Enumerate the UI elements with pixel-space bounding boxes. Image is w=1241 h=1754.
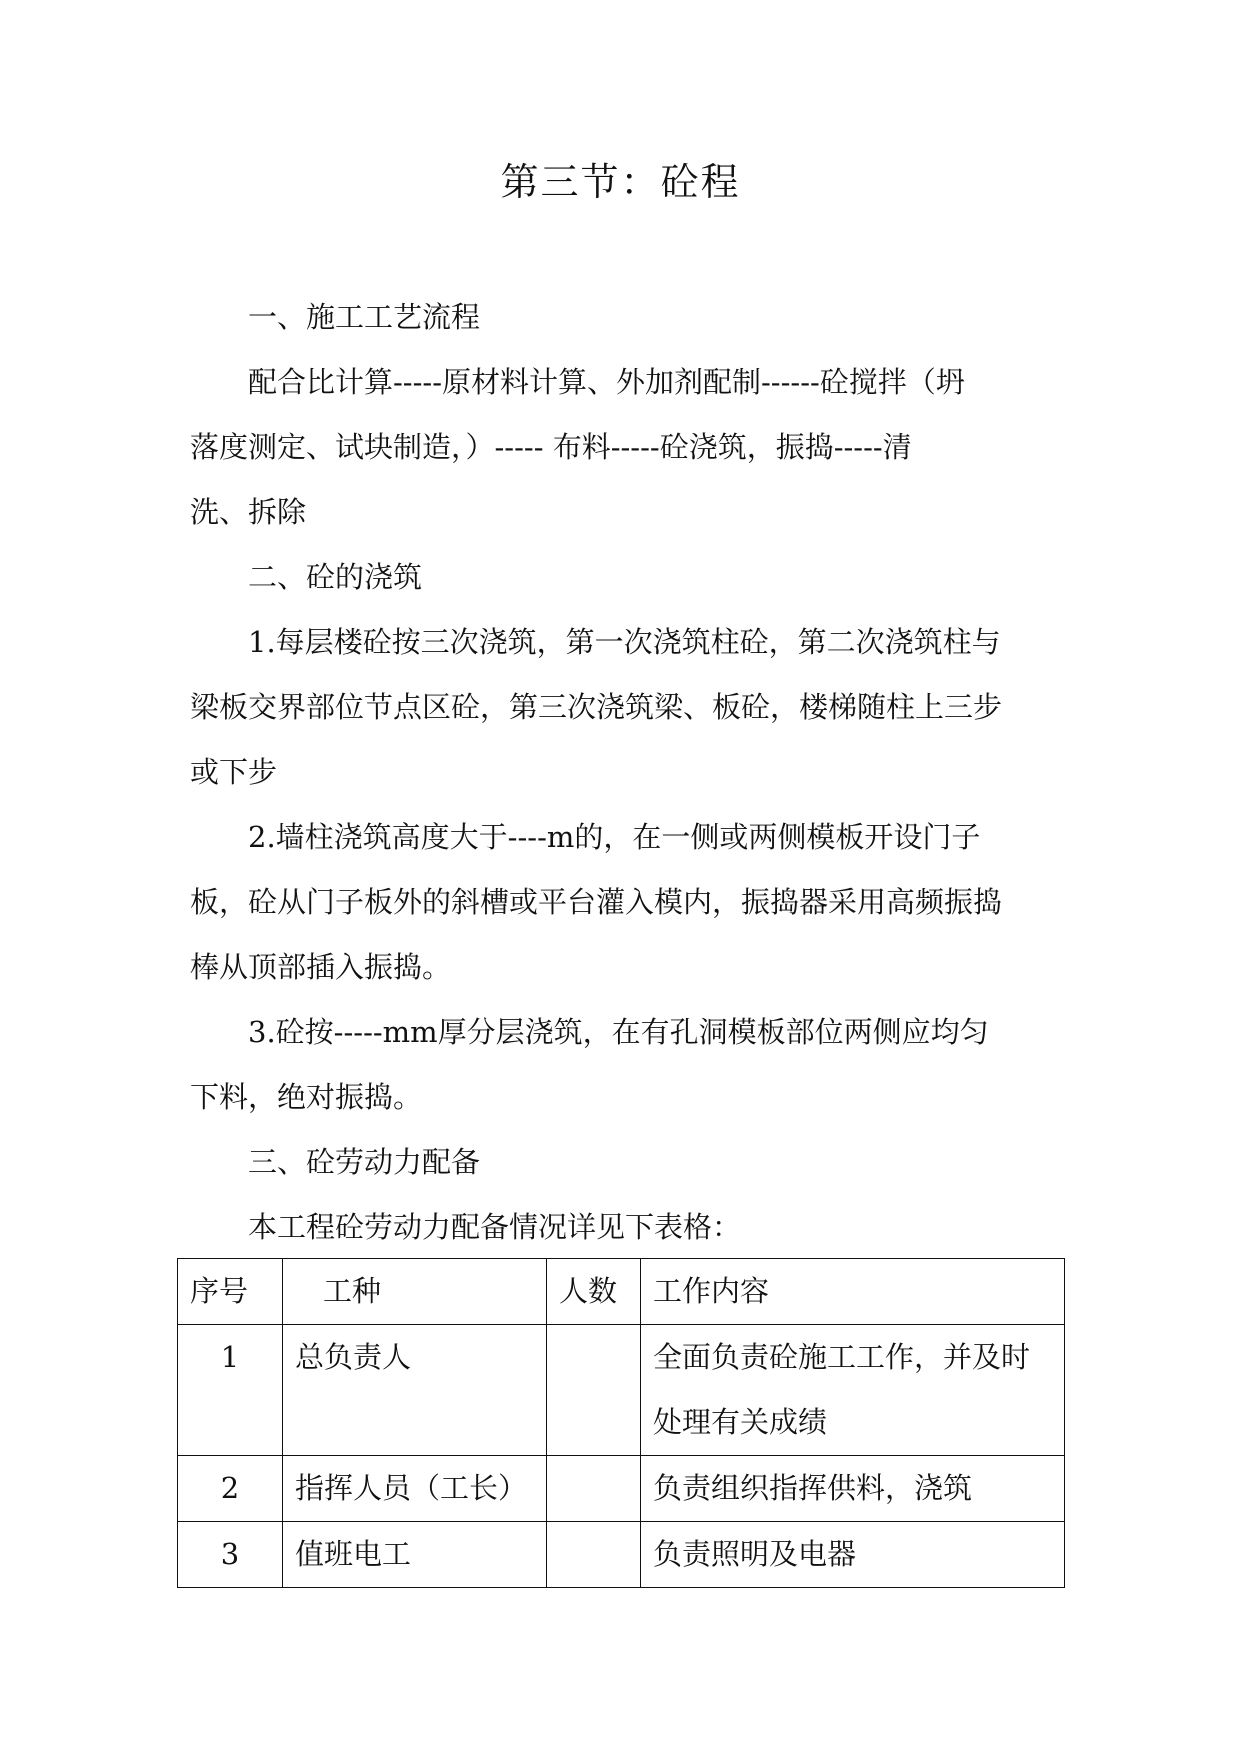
text-line: 2.墙柱浇筑高度大于----m的，在一侧或两侧模板开设门子 <box>248 820 981 854</box>
paragraph-table-intro <box>190 1195 1060 1260</box>
text-line: 一、施工工艺流程 <box>248 300 481 334</box>
text-line: 本工程砼劳动力配备情况详见下表格： <box>248 1210 742 1244</box>
header-work: 工作内容 <box>641 1259 1065 1325</box>
cell-count <box>547 1456 641 1522</box>
cell-type: 值班电工 <box>283 1522 547 1588</box>
paragraph-item-2 <box>190 805 1060 1000</box>
text-line: 梁板交界部位节点区砼，第三次浇筑梁、板砼，楼梯随柱上三步 <box>190 690 1003 724</box>
paragraph-item-1 <box>190 610 1060 805</box>
cell-work-line: 全面负责砼施工工作，并及时 <box>653 1340 1031 1374</box>
text-line: 1.每层楼砼按三次浇筑，第一次浇筑柱砼，第二次浇筑柱与 <box>248 625 1001 659</box>
text-line: 板，砼从门子板外的斜槽或平台灌入模内，振捣器采用高频振捣 <box>190 885 1003 919</box>
header-no: 序号 <box>178 1259 283 1325</box>
header-type: 工种 <box>283 1259 547 1325</box>
cell-work <box>641 1456 1065 1522</box>
table-header-row <box>178 1259 1065 1325</box>
table-row <box>178 1456 1065 1522</box>
table-row <box>178 1522 1065 1588</box>
body-text <box>190 285 1060 1260</box>
text-line: 洗、拆除 <box>190 495 307 529</box>
paragraph-process-steps <box>190 350 1060 545</box>
cell-no: 2 <box>178 1456 283 1522</box>
text-line: 3.砼按-----mm厚分层浇筑，在有孔洞模板部位两侧应均匀 <box>248 1015 989 1049</box>
table-row <box>178 1325 1065 1456</box>
text-line: 落度测定、试块制造，）----- 布料-----砼浇筑，振捣-----清 <box>190 430 912 464</box>
labor-table <box>177 1258 1065 1588</box>
cell-work-line: 处理有关成绩 <box>653 1405 828 1439</box>
heading-pouring <box>190 545 1060 610</box>
paragraph-item-3 <box>190 1000 1060 1130</box>
cell-type: 指挥人员（工长） <box>283 1456 547 1522</box>
cell-count <box>547 1325 641 1456</box>
cell-work <box>641 1522 1065 1588</box>
heading-process-flow <box>190 285 1060 350</box>
text-line: 三、砼劳动力配备 <box>248 1145 481 1179</box>
cell-count <box>547 1522 641 1588</box>
text-line: 或下步 <box>190 755 278 789</box>
header-count: 人数 <box>547 1259 641 1325</box>
section-title: 第三节：砼程 <box>500 160 741 204</box>
cell-type: 总负责人 <box>283 1325 547 1456</box>
cell-work-line: 负责照明及电器 <box>653 1537 857 1571</box>
text-line: 配合比计算-----原材料计算、外加剂配制------砼搅拌（坍 <box>248 365 965 399</box>
cell-no: 3 <box>178 1522 283 1588</box>
cell-work-line: 负责组织指挥供料，浇筑 <box>653 1471 973 1505</box>
text-line: 下料，绝对振捣。 <box>190 1080 423 1114</box>
cell-no: 1 <box>178 1325 283 1456</box>
cell-work <box>641 1325 1065 1456</box>
text-line: 二、砼的浇筑 <box>248 560 423 594</box>
text-line: 棒从顶部插入振捣。 <box>190 950 452 984</box>
heading-labor <box>190 1130 1060 1195</box>
